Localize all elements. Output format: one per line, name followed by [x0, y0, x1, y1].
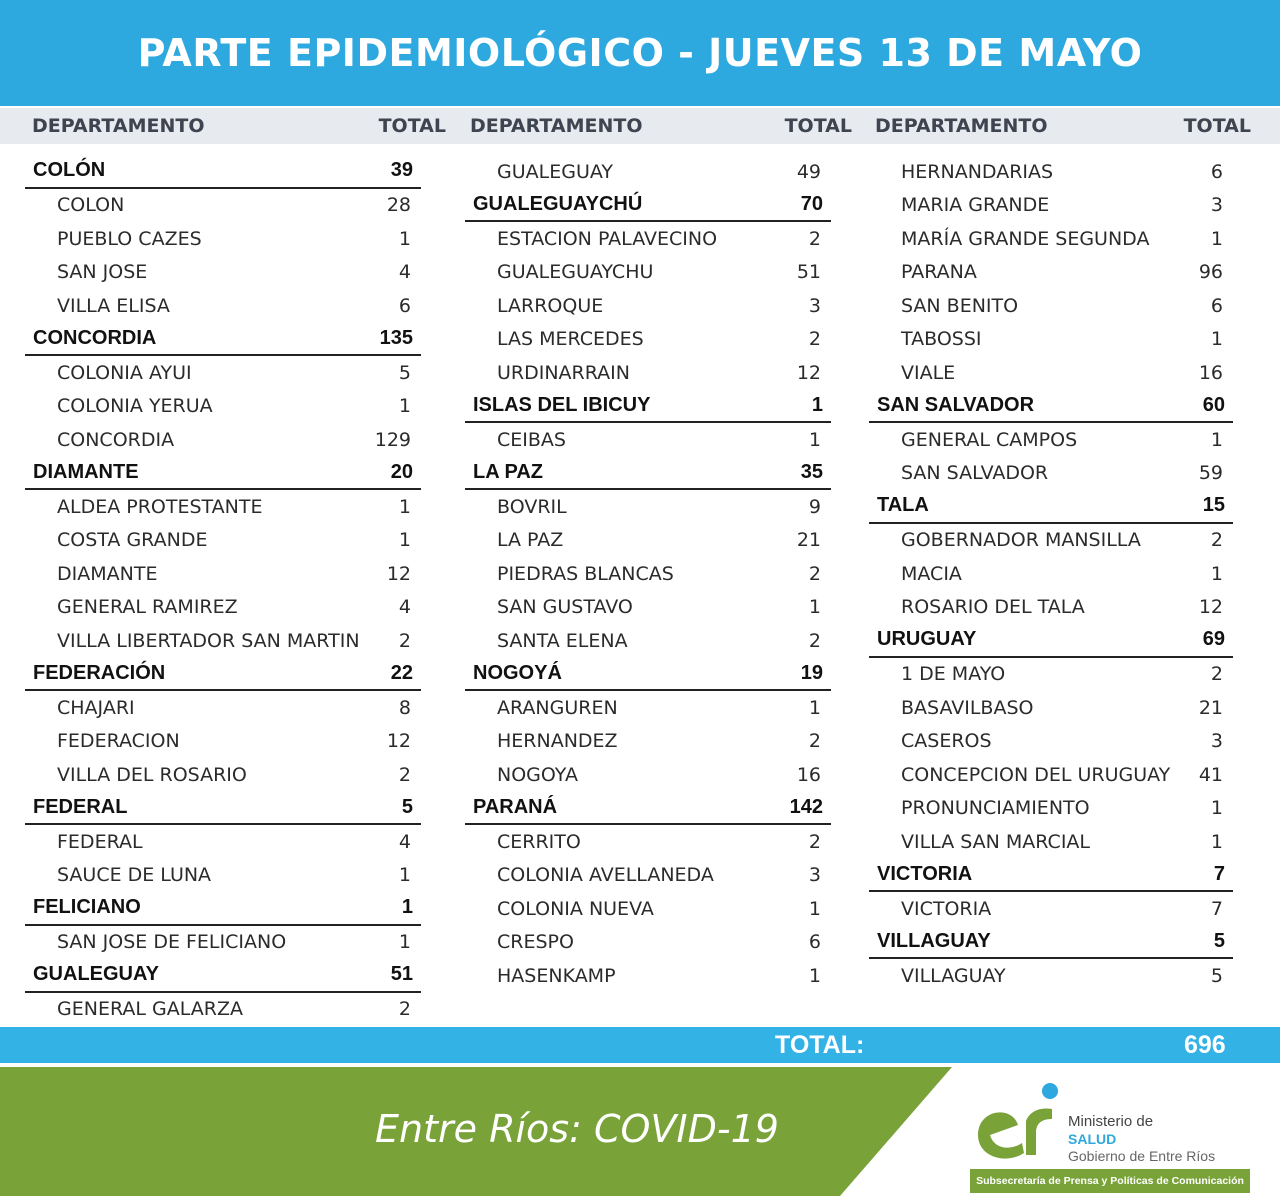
locality-name: PUEBLO CAZES	[57, 227, 202, 250]
locality-name: VICTORIA	[901, 897, 992, 920]
locality-name: CERRITO	[497, 830, 581, 853]
locality-name: LA PAZ	[497, 529, 564, 552]
locality-total: 12	[796, 361, 821, 384]
locality-total: 2	[398, 998, 411, 1021]
locality-row	[869, 524, 1233, 558]
locality-total: 3	[808, 864, 821, 887]
department-name: LA PAZ	[473, 460, 543, 483]
total-bar	[0, 1027, 1280, 1063]
locality-total: 16	[796, 763, 821, 786]
subsecretaria-bar: Subsecretaría de Prensa y Políticas de Comunicación	[970, 1169, 1250, 1193]
locality-row	[465, 222, 831, 256]
locality-row	[465, 725, 831, 759]
ministry-logo	[970, 1077, 1250, 1187]
locality-name: TABOSSI	[901, 328, 982, 351]
locality-row	[465, 490, 831, 524]
department-total: 5	[401, 795, 413, 818]
department-total: 20	[390, 460, 413, 483]
department-total: 142	[789, 795, 823, 818]
locality-name: PARANA	[901, 261, 977, 284]
locality-total: 3	[1210, 730, 1223, 753]
department-total: 19	[800, 661, 823, 684]
ministry-line-3: Gobierno de Entre Ríos	[1068, 1148, 1216, 1164]
locality-name: DIAMANTE	[57, 562, 158, 585]
locality-name: VILLA DEL ROSARIO	[57, 763, 247, 786]
locality-row	[465, 691, 831, 725]
locality-row	[869, 189, 1233, 223]
locality-name: ALDEA PROTESTANTE	[57, 495, 263, 518]
department-total: 7	[1213, 862, 1225, 885]
locality-row	[465, 256, 831, 290]
locality-name: COLONIA AYUI	[57, 361, 192, 384]
department-total: 1	[401, 896, 413, 919]
department-row	[25, 892, 421, 926]
department-name: FELICIANO	[33, 896, 141, 919]
locality-row	[869, 457, 1233, 491]
locality-name: HERNANDARIAS	[901, 160, 1054, 183]
locality-total: 2	[398, 763, 411, 786]
locality-row	[869, 792, 1233, 826]
locality-name: ROSARIO DEL TALA	[901, 596, 1085, 619]
header-total: TOTAL	[784, 115, 852, 137]
locality-name: CRESPO	[497, 931, 574, 954]
locality-row	[465, 356, 831, 390]
locality-name: CEIBAS	[497, 428, 566, 451]
column-header-1	[32, 108, 446, 144]
column-header-3	[875, 108, 1251, 144]
locality-row	[25, 423, 421, 457]
locality-row	[465, 758, 831, 792]
locality-total: 1	[808, 428, 821, 451]
locality-name: CONCEPCION DEL URUGUAY	[901, 763, 1171, 786]
locality-total: 4	[398, 830, 411, 853]
locality-total: 21	[1198, 696, 1223, 719]
locality-name: VILLA SAN MARCIAL	[901, 830, 1091, 853]
department-total: 35	[800, 460, 823, 483]
header-departamento: DEPARTAMENTO	[32, 115, 205, 137]
locality-total: 1	[1210, 328, 1223, 351]
table-column-3	[869, 155, 1233, 993]
department-row	[465, 390, 831, 424]
department-row	[25, 792, 421, 826]
locality-name: LARROQUE	[497, 294, 604, 317]
locality-total: 41	[1198, 763, 1223, 786]
locality-total: 2	[1210, 663, 1223, 686]
locality-total: 3	[808, 294, 821, 317]
locality-row	[465, 323, 831, 357]
department-row	[869, 624, 1233, 658]
locality-total: 5	[1210, 964, 1223, 987]
department-name: FEDERACIÓN	[33, 661, 166, 684]
locality-name: COLONIA AVELLANEDA	[497, 864, 714, 887]
locality-row	[25, 390, 421, 424]
department-name: DIAMANTE	[33, 460, 139, 483]
locality-row	[465, 926, 831, 960]
locality-row	[25, 624, 421, 658]
locality-row	[25, 859, 421, 893]
locality-total: 1	[808, 596, 821, 619]
department-name: ISLAS DEL IBICUY	[473, 393, 651, 416]
locality-name: LAS MERCEDES	[497, 328, 644, 351]
header-departamento: DEPARTAMENTO	[875, 115, 1048, 137]
locality-total: 6	[398, 294, 411, 317]
locality-row	[465, 591, 831, 625]
locality-total: 12	[386, 562, 411, 585]
department-row	[25, 323, 421, 357]
header-total: TOTAL	[1183, 115, 1251, 137]
locality-row	[465, 892, 831, 926]
locality-row	[869, 658, 1233, 692]
locality-total: 16	[1198, 361, 1223, 384]
locality-total: 2	[808, 562, 821, 585]
department-name: COLÓN	[33, 159, 106, 182]
department-name: FEDERAL	[33, 795, 128, 818]
locality-row	[869, 758, 1233, 792]
locality-total: 1	[808, 897, 821, 920]
locality-row	[25, 926, 421, 960]
locality-name: CONCORDIA	[57, 428, 175, 451]
locality-name: COSTA GRANDE	[57, 529, 208, 552]
locality-total: 59	[1198, 462, 1223, 485]
locality-row	[25, 256, 421, 290]
department-row	[869, 859, 1233, 893]
department-total: 22	[390, 661, 413, 684]
header-banner	[0, 0, 1280, 106]
locality-row	[869, 289, 1233, 323]
locality-row	[869, 725, 1233, 759]
locality-row	[869, 423, 1233, 457]
locality-row	[869, 323, 1233, 357]
locality-name: SANTA ELENA	[497, 629, 628, 652]
locality-row	[465, 524, 831, 558]
header-departamento: DEPARTAMENTO	[470, 115, 643, 137]
locality-name: ARANGUREN	[497, 696, 618, 719]
department-row	[869, 490, 1233, 524]
locality-total: 1	[1210, 797, 1223, 820]
locality-name: SAN GUSTAVO	[497, 596, 633, 619]
locality-row	[25, 993, 421, 1027]
department-total: 1	[811, 393, 823, 416]
locality-row	[25, 356, 421, 390]
department-row	[869, 390, 1233, 424]
locality-total: 2	[1210, 529, 1223, 552]
locality-total: 12	[386, 730, 411, 753]
footer-slogan: Entre Ríos: COVID-19	[375, 1107, 779, 1151]
locality-total: 7	[1210, 897, 1223, 920]
locality-name: PRONUNCIAMIENTO	[901, 797, 1090, 820]
locality-total: 1	[398, 529, 411, 552]
locality-row	[869, 691, 1233, 725]
locality-row	[465, 155, 831, 189]
locality-total: 8	[398, 696, 411, 719]
locality-total: 96	[1198, 261, 1223, 284]
locality-name: SAN JOSE DE FELICIANO	[57, 931, 287, 954]
locality-row	[25, 591, 421, 625]
department-row	[25, 959, 421, 993]
department-row	[465, 189, 831, 223]
locality-total: 6	[808, 931, 821, 954]
locality-total: 1	[1210, 830, 1223, 853]
department-name: GUALEGUAY	[33, 963, 159, 986]
footer	[0, 1067, 1280, 1196]
locality-row	[25, 189, 421, 223]
locality-total: 1	[1210, 227, 1223, 250]
locality-name: ESTACION PALAVECINO	[497, 227, 718, 250]
column-header-2	[470, 108, 852, 144]
locality-name: HASENKAMP	[497, 964, 616, 987]
department-row	[465, 457, 831, 491]
locality-total: 1	[808, 964, 821, 987]
locality-row	[465, 959, 831, 993]
locality-total: 2	[808, 328, 821, 351]
department-total: 15	[1202, 494, 1225, 517]
department-row	[869, 926, 1233, 960]
ministry-line-1: Ministerio de	[1068, 1113, 1154, 1130]
locality-name: COLONIA NUEVA	[497, 897, 654, 920]
department-name: NOGOYÁ	[473, 661, 562, 684]
department-name: PARANÁ	[473, 795, 558, 818]
locality-total: 1	[1210, 562, 1223, 585]
locality-total: 129	[374, 428, 411, 451]
locality-row	[25, 557, 421, 591]
locality-name: FEDERAL	[57, 830, 143, 853]
locality-row	[869, 959, 1233, 993]
locality-row	[25, 289, 421, 323]
locality-row	[465, 624, 831, 658]
department-total: 39	[390, 159, 413, 182]
locality-name: COLONIA YERUA	[57, 395, 213, 418]
department-name: GUALEGUAYCHÚ	[473, 192, 643, 215]
locality-name: PIEDRAS BLANCAS	[497, 562, 674, 585]
er-logo-icon	[970, 1077, 1060, 1167]
locality-total: 6	[1210, 160, 1223, 183]
locality-total: 49	[796, 160, 821, 183]
locality-row	[25, 222, 421, 256]
locality-row	[25, 758, 421, 792]
locality-total: 1	[398, 227, 411, 250]
department-name: VILLAGUAY	[877, 929, 991, 952]
locality-row	[869, 557, 1233, 591]
locality-total: 1	[398, 395, 411, 418]
locality-name: HERNANDEZ	[497, 730, 618, 753]
locality-name: MARIA GRANDE	[901, 194, 1050, 217]
locality-total: 1	[398, 495, 411, 518]
locality-row	[25, 524, 421, 558]
locality-name: MACIA	[901, 562, 962, 585]
locality-name: CHAJARI	[57, 696, 135, 719]
locality-name: 1 DE MAYO	[901, 663, 1006, 686]
locality-name: GUALEGUAYCHU	[497, 261, 654, 284]
locality-total: 4	[398, 261, 411, 284]
department-name: TALA	[877, 494, 929, 517]
department-row	[465, 658, 831, 692]
locality-name: VILLA ELISA	[57, 294, 170, 317]
locality-row	[869, 825, 1233, 859]
department-row	[25, 457, 421, 491]
department-row	[25, 658, 421, 692]
header-total: TOTAL	[378, 115, 446, 137]
column-headers	[0, 108, 1280, 144]
department-name: URUGUAY	[877, 628, 977, 651]
total-value: 696	[1184, 1031, 1226, 1059]
locality-name: GENERAL RAMIREZ	[57, 596, 238, 619]
locality-row	[869, 892, 1233, 926]
locality-row	[465, 557, 831, 591]
department-row	[465, 792, 831, 826]
department-total: 51	[390, 963, 413, 986]
department-total: 5	[1213, 929, 1225, 952]
locality-name: COLON	[57, 194, 125, 217]
locality-total: 6	[1210, 294, 1223, 317]
locality-name: BOVRIL	[497, 495, 567, 518]
locality-name: SAN SALVADOR	[901, 462, 1049, 485]
locality-row	[25, 490, 421, 524]
locality-name: GUALEGUAY	[497, 160, 613, 183]
locality-total: 51	[796, 261, 821, 284]
locality-row	[869, 222, 1233, 256]
department-total: 69	[1202, 628, 1225, 651]
locality-total: 12	[1198, 596, 1223, 619]
locality-name: VIALE	[901, 361, 956, 384]
locality-row	[25, 691, 421, 725]
total-label: TOTAL:	[775, 1031, 865, 1059]
locality-total: 2	[808, 830, 821, 853]
locality-total: 1	[1210, 428, 1223, 451]
locality-name: SAUCE DE LUNA	[57, 864, 212, 887]
department-name: VICTORIA	[877, 862, 973, 885]
locality-name: BASAVILBASO	[901, 696, 1034, 719]
locality-row	[465, 423, 831, 457]
department-total: 70	[800, 192, 823, 215]
ministry-line-2: SALUD	[1068, 1131, 1117, 1147]
locality-total: 28	[386, 194, 411, 217]
table-column-1	[25, 155, 421, 1026]
locality-total: 2	[808, 629, 821, 652]
locality-total: 9	[808, 495, 821, 518]
locality-total: 1	[398, 864, 411, 887]
department-name: SAN SALVADOR	[877, 393, 1035, 416]
page-title: PARTE EPIDEMIOLÓGICO - JUEVES 13 DE MAYO	[137, 31, 1143, 75]
department-row	[25, 155, 421, 189]
locality-total: 2	[808, 730, 821, 753]
locality-name: SAN BENITO	[901, 294, 1019, 317]
locality-name: GENERAL GALARZA	[57, 998, 243, 1021]
locality-row	[25, 825, 421, 859]
department-total: 60	[1202, 393, 1225, 416]
department-total: 135	[379, 326, 413, 349]
locality-name: GENERAL CAMPOS	[901, 428, 1078, 451]
locality-row	[869, 591, 1233, 625]
locality-row	[465, 825, 831, 859]
locality-name: GOBERNADOR MANSILLA	[901, 529, 1141, 552]
locality-total: 1	[808, 696, 821, 719]
locality-name: NOGOYA	[497, 763, 578, 786]
locality-name: SAN JOSE	[57, 261, 148, 284]
locality-row	[25, 725, 421, 759]
locality-name: URDINARRAIN	[497, 361, 630, 384]
locality-total: 2	[398, 629, 411, 652]
locality-row	[465, 859, 831, 893]
locality-total: 4	[398, 596, 411, 619]
locality-total: 5	[398, 361, 411, 384]
locality-name: MARÍA GRANDE SEGUNDA	[901, 227, 1150, 250]
locality-total: 2	[808, 227, 821, 250]
locality-total: 3	[1210, 194, 1223, 217]
locality-name: VILLAGUAY	[901, 964, 1006, 987]
locality-total: 1	[398, 931, 411, 954]
locality-name: CASEROS	[901, 730, 992, 753]
locality-row	[869, 356, 1233, 390]
locality-name: VILLA LIBERTADOR SAN MARTIN	[57, 629, 360, 652]
locality-row	[869, 256, 1233, 290]
locality-row	[465, 289, 831, 323]
locality-row	[869, 155, 1233, 189]
table-column-2	[465, 155, 831, 993]
locality-name: FEDERACION	[57, 730, 180, 753]
locality-total: 21	[796, 529, 821, 552]
department-name: CONCORDIA	[33, 326, 157, 349]
